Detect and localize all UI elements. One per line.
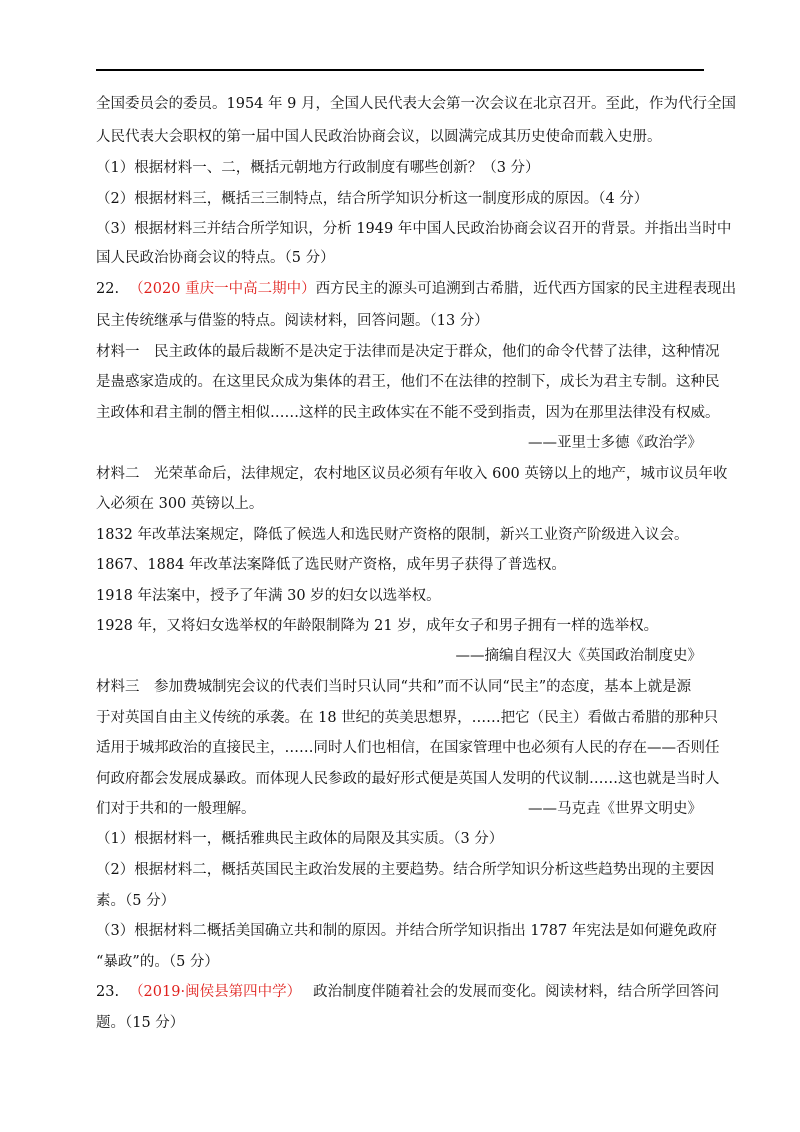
question-number: 23.: [96, 984, 120, 1000]
question-source: （2019·闽侯县第四中学）: [129, 984, 302, 1000]
material-three-citation: ——马克垚《世界文明史》: [528, 801, 702, 817]
material-one-line: 材料一 民主政体的最后裁断不是决定于法律而是决定于群众，他们的命令代替了法律，这种情况: [96, 344, 720, 360]
material-two-line: 材料二 光荣革命后，法律规定，农村地区议员必须有年收入 600 英镑以上的地产，城市议员年收: [96, 466, 728, 482]
material-two-citation: ——摘编自程汉大《英国政治制度史》: [455, 648, 702, 664]
material-three-line: 材料三 参加费城制宪会议的代表们当时只认同“共和”而不认同“民主”的态度，基本上就是源: [96, 679, 692, 695]
sub-question: “暴政”的。（5 分）: [96, 954, 219, 970]
material-three-line: 适用于城邦政治的直接民主，……同时人们也相信，在国家管理中也必须有人民的存在——否则任: [96, 740, 720, 756]
material-two-line: 1832 年改革法案规定，降低了候选人和选民财产资格的限制，新兴工业资产阶级进入议会。: [96, 527, 689, 543]
material-two-line: 1928 年，又将妇女选举权的年龄限制降为 21 岁，成年女子和男子拥有一样的选举权。: [96, 618, 659, 634]
material-one-citation: ——亚里士多德《政治学》: [528, 435, 702, 451]
sub-question: （3）根据材料二概括美国确立共和制的原因。并结合所学知识指出 1787 年宪法是如何避免政府: [96, 923, 717, 939]
material-three-line: 何政府都会发展成暴政。而体现人民参政的最好形式便是英国人发明的代议制……这也就是当时人: [96, 771, 720, 787]
material-two-line: 1918 年法案中，授予了年满 30 岁的妇女以选举权。: [96, 588, 441, 604]
text-line: 人民代表大会职权的第一届中国人民政治协商会议，以圆满完成其历史使命而载入史册。: [96, 129, 662, 145]
material-one-line: 主政体和君主制的僭主相似……这样的民主政体实在不能不受到指责，因为在那里法律没有权威。: [96, 405, 720, 421]
material-two-line: 1867、1884 年改革法案降低了选民财产资格，成年男子获得了普选权。: [96, 557, 566, 573]
text-line: 全国委员会的委员。1954 年 9 月，全国人民代表大会第一次会议在北京召开。至此，作为代行全国: [96, 96, 736, 112]
sub-question: 素。（5 分）: [96, 893, 176, 909]
question-stem-line: 民主传统继承与借鉴的特点。阅读材料，回答问题。（13 分）: [96, 313, 489, 329]
material-two-line: 入必须在 300 英镑以上。: [96, 496, 264, 512]
question-number: 22.: [96, 281, 120, 297]
material-one-line: 是蛊惑家造成的。在这里民众成为集体的君王，他们不在法律的控制下，成长为君主专制。这种民: [96, 374, 720, 390]
question-23-heading: [96, 982, 736, 1002]
material-three-line: 于对英国自由主义传统的承袭。在 18 世纪的英美思想界，……把它（民主）看做古希腊的那种只: [96, 710, 719, 726]
sub-question: （1）根据材料一，概括雅典民主政体的局限及其实质。（3 分）: [96, 831, 504, 847]
question-stem: 西方民主的源头可追溯到古希腊，近代西方国家的民主进程表现出: [315, 281, 737, 297]
question-stem: 政治制度伴随着社会的发展而变化。阅读材料，结合所学回答问: [313, 984, 720, 1000]
question-line: （2）根据材料三，概括三三制特点，结合所学知识分析这一制度形成的原因。（4 分）: [96, 191, 649, 207]
question-line: 国人民政治协商会议的特点。（5 分）: [96, 250, 335, 266]
material-three-line: 们对于共和的一般理解。: [96, 801, 256, 817]
header-rule: [96, 69, 704, 71]
question-stem-line: 题。（15 分）: [96, 1015, 185, 1031]
question-line: （3）根据材料三并结合所学知识，分析 1949 年中国人民政治协商会议召开的背景。并指出当时中: [96, 221, 732, 237]
sub-question: （2）根据材料二，概括英国民主政治发展的主要趋势。结合所学知识分析这些趋势出现的主要因: [96, 862, 715, 878]
question-line: （1）根据材料一、二，概括元朝地方行政制度有哪些创新？（3 分）: [96, 160, 540, 176]
question-source: （2020 重庆一中高二期中）: [129, 281, 316, 297]
question-22-heading: [96, 279, 736, 299]
